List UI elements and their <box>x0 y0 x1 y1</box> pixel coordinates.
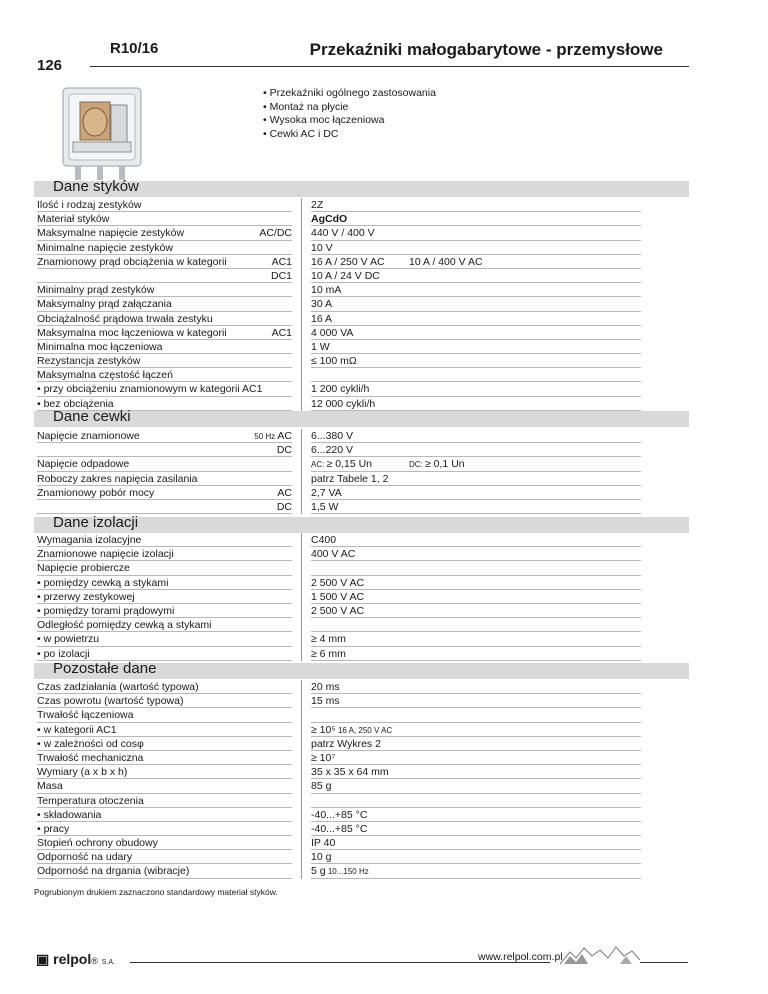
row-value-text: C400 <box>311 534 337 546</box>
feature-item: • Przekaźniki ogólnego zastosowania <box>263 87 436 101</box>
row-qualifier <box>252 618 292 632</box>
logo-icon: ▣ <box>36 951 50 967</box>
table-row <box>34 312 689 326</box>
feature-list <box>263 87 436 141</box>
row-label: Znamionowe napięcie izolacji <box>37 547 292 561</box>
table-row <box>34 694 689 708</box>
feature-item: • Cewki AC i DC <box>263 128 436 142</box>
row-value <box>311 547 641 561</box>
row-value-text: 5 g <box>311 865 326 878</box>
row-value-text: 2 500 V AC <box>311 576 365 589</box>
row-qualifier <box>252 429 292 443</box>
row-label: • składowania <box>37 808 292 822</box>
row-value-text: 35 x 35 x 64 mm <box>311 766 389 779</box>
row-qualifier <box>252 822 292 836</box>
row-value <box>311 647 641 661</box>
row-qualifier <box>252 457 292 471</box>
row-value-text: ≥ 0,15 Un <box>326 458 373 471</box>
insulation-table <box>34 533 689 661</box>
table-row <box>34 269 689 283</box>
row-qualifier <box>252 680 292 694</box>
row-label: Materiał styków <box>37 212 292 226</box>
row-qualifier <box>252 808 292 822</box>
row-value <box>311 340 641 354</box>
row-qualifier-text: AC <box>277 430 292 442</box>
row-qualifier <box>252 312 292 326</box>
row-value-text: 15 ms <box>311 695 340 708</box>
row-value <box>311 680 641 694</box>
row-value-text: 10 mA <box>311 284 342 297</box>
row-value <box>311 198 641 212</box>
row-value <box>311 694 641 708</box>
row-qualifier <box>252 255 292 269</box>
row-qualifier-text: AC1 <box>271 255 292 268</box>
table-row <box>34 212 689 226</box>
table-row <box>34 737 689 751</box>
table-row <box>34 708 689 722</box>
row-label: Maksymalna częstość łączeń <box>37 368 292 382</box>
column-separator <box>301 429 302 514</box>
row-value <box>311 723 641 737</box>
row-qualifier-text: AC1 <box>271 326 292 339</box>
row-label: Wymiary (a x b x h) <box>37 765 292 779</box>
logo-sa: S.A. <box>101 959 116 966</box>
row-qualifier <box>252 443 292 457</box>
row-value <box>311 457 641 471</box>
row-qualifier <box>252 472 292 486</box>
row-qualifier <box>252 226 292 240</box>
row-qualifier-text: AC <box>277 486 292 499</box>
footnote: Pogrubionym drukiem zaznaczono standardowy materiał styków. <box>34 887 278 897</box>
table-row <box>34 751 689 765</box>
row-value <box>311 443 641 457</box>
table-row <box>34 297 689 311</box>
table-row <box>34 382 689 396</box>
table-row <box>34 354 689 368</box>
row-label: • pracy <box>37 822 292 836</box>
row-value <box>311 590 641 604</box>
row-value <box>311 737 641 751</box>
section-header-bar <box>34 411 689 427</box>
table-row <box>34 794 689 808</box>
table-row <box>34 457 689 471</box>
row-value-text: -40...+85 °C <box>311 822 368 835</box>
row-label: Odporność na drgania (wibracje) <box>37 864 292 878</box>
feature-item: • Wysoka moc łączeniowa <box>263 114 436 128</box>
row-value-note: 10...150 Hz <box>325 867 369 877</box>
row-label: • pomiędzy cewką a stykami <box>37 576 292 590</box>
row-value-text: 2Z <box>311 199 324 211</box>
row-value-text: 10 A / 24 V DC <box>311 269 380 282</box>
row-qualifier <box>252 340 292 354</box>
row-qualifier <box>252 751 292 765</box>
row-qualifier <box>252 647 292 661</box>
row-value <box>311 850 641 864</box>
relay-product-image <box>45 80 160 183</box>
row-value <box>311 864 641 878</box>
row-qualifier <box>252 576 292 590</box>
table-row <box>34 604 689 618</box>
row-qualifier <box>252 382 292 396</box>
section-title-other: Pozostałe dane <box>53 660 157 677</box>
row-qualifier <box>252 737 292 751</box>
table-row <box>34 340 689 354</box>
row-label: Minimalne napięcie zestyków <box>37 241 292 255</box>
row-value-secondary-text: 10 A / 400 V AC <box>409 255 483 268</box>
row-value-text: 2,7 VA <box>311 486 342 499</box>
row-qualifier-text: DC <box>276 500 292 513</box>
row-value <box>311 500 641 514</box>
row-qualifier <box>252 368 292 382</box>
row-value <box>311 561 641 575</box>
row-label: Napięcie probiercze <box>37 561 292 575</box>
row-value <box>311 751 641 765</box>
row-value-text: ≥ 6 mm <box>311 647 346 660</box>
row-value <box>311 472 641 486</box>
row-qualifier <box>252 198 292 212</box>
row-qualifier <box>252 632 292 646</box>
row-label: Trwałość łączeniowa <box>37 708 292 722</box>
table-row <box>34 822 689 836</box>
table-row <box>34 864 689 878</box>
model-number: R10/16 <box>110 40 159 57</box>
table-row <box>34 241 689 255</box>
row-label: • bez obciążenia <box>37 397 292 411</box>
row-value-text: 6...380 V <box>311 430 354 442</box>
row-value <box>311 312 641 326</box>
row-value-prefix: AC: <box>311 460 327 470</box>
row-label: • przerwy zestykowej <box>37 590 292 604</box>
feature-item: • Montaż na płycie <box>263 101 436 115</box>
row-qualifier <box>252 397 292 411</box>
row-value-text: 2 500 V AC <box>311 604 365 617</box>
row-value-text: 440 V / 400 V <box>311 227 375 240</box>
row-value <box>311 576 641 590</box>
row-label: • po izolacji <box>37 647 292 661</box>
row-label: • przy obciążeniu znamionowym w kategorii AC1 <box>37 382 292 396</box>
row-value <box>311 779 641 793</box>
row-value-note: 16 A, 250 V AC <box>335 725 393 735</box>
row-qualifier <box>252 836 292 850</box>
table-row <box>34 533 689 547</box>
row-value-text: 30 A <box>311 298 333 311</box>
row-qualifier <box>252 850 292 864</box>
page-title: Przekaźniki małogabarytowe - przemysłowe <box>309 40 663 59</box>
row-label: Znamionowy prąd obciążenia w kategorii <box>37 255 292 269</box>
row-value-text: 20 ms <box>311 681 340 693</box>
section-title-coil: Dane cewki <box>53 408 131 425</box>
row-qualifier <box>252 694 292 708</box>
row-value <box>311 486 641 500</box>
row-label: • w kategorii AC1 <box>37 723 292 737</box>
row-value <box>311 632 641 646</box>
footer-rule-right <box>640 962 688 963</box>
row-value <box>311 382 641 396</box>
row-label: Znamionowy pobór mocy <box>37 486 292 500</box>
table-row <box>34 808 689 822</box>
row-value <box>311 297 641 311</box>
table-row <box>34 500 689 514</box>
row-value-text: ≥ 10⁷ <box>311 751 336 764</box>
row-label: Roboczy zakres napięcia zasilania <box>37 472 292 486</box>
row-label: Ilość i rodzaj zestyków <box>37 198 292 212</box>
table-row <box>34 226 689 240</box>
table-row <box>34 836 689 850</box>
row-label: Maksymalny prąd załączania <box>37 297 292 311</box>
row-value-text: 10 V <box>311 241 333 254</box>
row-qualifier <box>252 354 292 368</box>
section-title-contacts: Dane styków <box>53 178 139 195</box>
row-value-text: 16 A <box>311 312 333 325</box>
row-value <box>311 397 641 411</box>
row-qualifier <box>252 241 292 255</box>
row-qualifier <box>252 723 292 737</box>
column-separator <box>301 680 302 879</box>
row-label: Rezystancja zestyków <box>37 354 292 368</box>
table-row <box>34 429 689 443</box>
row-qualifier <box>252 794 292 808</box>
row-label: Maksymalna moc łączeniowa w kategorii <box>37 326 292 340</box>
row-qualifier <box>252 561 292 575</box>
row-value-text: 16 A / 250 V AC <box>311 255 385 268</box>
table-row <box>34 486 689 500</box>
table-row <box>34 576 689 590</box>
row-value-text: IP 40 <box>311 837 336 850</box>
row-label: Czas powrotu (wartość typowa) <box>37 694 292 708</box>
row-value-text: 1 200 cykli/h <box>311 383 370 396</box>
table-row <box>34 850 689 864</box>
table-row <box>34 397 689 411</box>
row-value <box>311 794 641 808</box>
row-value <box>311 241 641 255</box>
row-qualifier <box>252 326 292 340</box>
row-qualifier <box>252 500 292 514</box>
row-qualifier-text: DC <box>276 444 292 457</box>
row-label: • pomiędzy torami prądowymi <box>37 604 292 618</box>
row-value <box>311 226 641 240</box>
row-value-text: 12 000 cykli/h <box>311 397 376 410</box>
row-value-secondary-text: ≥ 0,1 Un <box>425 458 465 471</box>
row-label: Temperatura otoczenia <box>37 794 292 808</box>
table-row <box>34 765 689 779</box>
row-value <box>311 283 641 297</box>
row-value-text: 4 000 VA <box>311 326 354 339</box>
table-row <box>34 255 689 269</box>
row-label: Minimalny prąd zestyków <box>37 283 292 297</box>
row-value-text: 6...220 V <box>311 444 354 457</box>
section-title-insulation: Dane izolacji <box>53 514 139 531</box>
table-row <box>34 680 689 694</box>
row-label: Wymagania izolacyjne <box>37 533 292 547</box>
table-row <box>34 632 689 646</box>
row-value <box>311 269 641 283</box>
row-value-text: patrz Tabele 1, 2 <box>311 472 389 485</box>
row-qualifier <box>252 547 292 561</box>
row-value-secondary <box>409 255 483 269</box>
table-row <box>34 561 689 575</box>
coil-table <box>34 429 689 514</box>
row-qualifier <box>252 864 292 878</box>
row-value-text: ≥ 4 mm <box>311 633 346 646</box>
table-row <box>34 368 689 382</box>
column-separator <box>301 198 302 411</box>
table-row <box>34 779 689 793</box>
row-value <box>311 354 641 368</box>
row-value-text: AgCdO <box>311 213 348 226</box>
row-value <box>311 708 641 722</box>
row-label: • w powietrzu <box>37 632 292 646</box>
row-label: Czas zadziałania (wartość typowa) <box>37 680 292 694</box>
column-separator <box>301 533 302 661</box>
table-row <box>34 198 689 212</box>
row-value <box>311 368 641 382</box>
table-row <box>34 723 689 737</box>
row-label: Stopień ochrony obudowy <box>37 836 292 850</box>
row-qualifier <box>252 283 292 297</box>
table-row <box>34 326 689 340</box>
row-qualifier-note: 50 Hz <box>254 432 278 441</box>
row-label: Obciążalność prądowa trwała zestyku <box>37 312 292 326</box>
row-value-text: -40...+85 °C <box>311 808 368 821</box>
row-label: Masa <box>37 779 292 793</box>
row-value-text: 85 g <box>311 780 332 793</box>
registered-mark: ® <box>91 956 98 966</box>
row-value <box>311 808 641 822</box>
table-row <box>34 443 689 457</box>
row-label: Maksymalne napięcie zestyków <box>37 226 292 240</box>
row-value <box>311 765 641 779</box>
row-label: Napięcie znamionowe <box>37 429 292 443</box>
row-qualifier-text: DC1 <box>270 269 292 282</box>
relpol-logo <box>36 951 115 968</box>
row-value <box>311 822 641 836</box>
row-value-text: patrz Wykres 2 <box>311 737 381 750</box>
mountains-decoration-icon <box>560 944 640 966</box>
row-qualifier <box>252 590 292 604</box>
row-value-text: 1 500 V AC <box>311 590 365 603</box>
row-qualifier <box>252 765 292 779</box>
row-value <box>311 618 641 632</box>
table-row <box>34 618 689 632</box>
row-value-text: 10 g <box>311 851 332 864</box>
row-label: Trwałość mechaniczna <box>37 751 292 765</box>
row-qualifier-text: AC/DC <box>259 227 292 240</box>
website-url[interactable]: www.relpol.com.pl <box>478 951 563 963</box>
table-row <box>34 547 689 561</box>
row-qualifier <box>252 604 292 618</box>
row-value-text: 400 V AC <box>311 548 356 561</box>
row-qualifier <box>252 708 292 722</box>
row-label: Odporność na udary <box>37 850 292 864</box>
row-qualifier <box>252 533 292 547</box>
row-label: Minimalna moc łączeniowa <box>37 340 292 354</box>
row-qualifier <box>252 779 292 793</box>
logo-text: relpol <box>53 951 92 967</box>
row-value <box>311 533 641 547</box>
row-qualifier <box>252 212 292 226</box>
row-value-text: 1,5 W <box>311 500 339 513</box>
row-value-text: ≤ 100 mΩ <box>311 355 357 368</box>
row-qualifier <box>252 269 292 283</box>
row-qualifier <box>252 297 292 311</box>
table-row <box>34 590 689 604</box>
table-row <box>34 472 689 486</box>
row-value-text: 1 W <box>311 340 330 353</box>
page-number: 126 <box>37 57 63 74</box>
contacts-table <box>34 198 689 411</box>
row-value-secondary-prefix: DC: <box>409 460 425 470</box>
other-table <box>34 680 689 879</box>
table-row <box>34 283 689 297</box>
row-value <box>311 604 641 618</box>
row-value <box>311 212 641 226</box>
row-label: Odległość pomiędzy cewką a stykami <box>37 618 292 632</box>
row-value <box>311 326 641 340</box>
header-rule <box>90 66 689 67</box>
row-label: Napięcie odpadowe <box>37 457 292 471</box>
row-value-text: ≥ 10⁵ <box>311 723 336 736</box>
row-qualifier <box>252 486 292 500</box>
row-value <box>311 429 641 443</box>
row-label: • w zależności od cosφ <box>37 737 292 751</box>
table-row <box>34 647 689 661</box>
row-value-secondary <box>409 457 465 471</box>
row-value <box>311 836 641 850</box>
